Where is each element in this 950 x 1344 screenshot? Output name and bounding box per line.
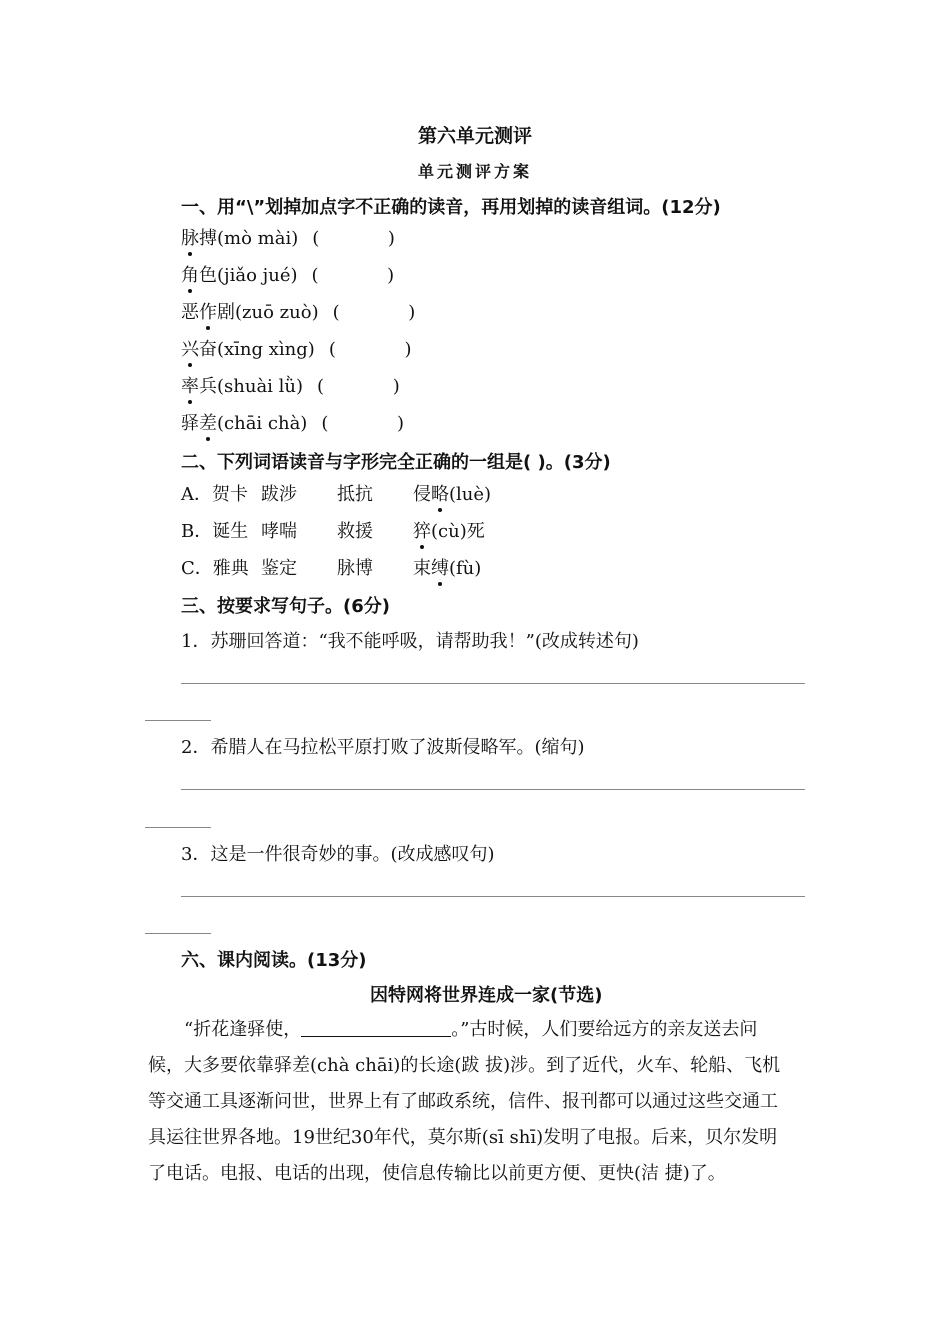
option-b: B．诞生 哮喘 救援 猝(cù)死 bbox=[181, 521, 485, 542]
answer-parentheses: ( ) bbox=[328, 339, 412, 360]
answer-parentheses: ( ) bbox=[311, 265, 395, 286]
page-title: 第六单元测评 bbox=[417, 125, 532, 147]
answer-line-end[interactable] bbox=[145, 933, 211, 934]
dotted-char: 率 bbox=[181, 376, 199, 397]
dotted-char: 兴 bbox=[181, 339, 199, 360]
option-a: A．贺卡 跋涉 抵抗 侵略(luè) bbox=[181, 484, 492, 505]
section3-heading: 三、按要求写句子。(6分) bbox=[181, 596, 390, 617]
section2-heading: 二、下列词语读音与字形完全正确的一组是( )。(3分) bbox=[181, 452, 611, 473]
dotted-char: 脉 bbox=[181, 228, 199, 249]
passage-title: 因特网将世界连成一家(节选) bbox=[370, 985, 603, 1006]
dotted-char: 猝 bbox=[413, 521, 431, 542]
pinyin-item-2: 角色(jiǎo jué) ( ) bbox=[181, 265, 395, 286]
answer-parentheses: ( ) bbox=[317, 376, 400, 397]
dotted-char: 差 bbox=[199, 413, 217, 434]
sentence-task-1: 1．苏珊回答道：“我不能呼吸，请帮助我！”(改成转述句) bbox=[181, 631, 639, 652]
answer-parentheses: ( ) bbox=[321, 413, 405, 434]
pinyin-item-6: 驿差(chāi chà) ( ) bbox=[181, 413, 405, 434]
answer-line-end[interactable] bbox=[145, 720, 211, 721]
passage-line-2: 候，大多要依靠驿差(chà chāi)的长途(跋 拔)涉。到了近代，火车、轮船、飞机 bbox=[148, 1055, 781, 1076]
page-subtitle: 单元测评方案 bbox=[417, 162, 532, 181]
answer-line[interactable] bbox=[181, 683, 805, 684]
answer-line[interactable] bbox=[181, 896, 805, 897]
pinyin-item-5: 率兵(shuài lǜ) ( ) bbox=[181, 376, 400, 397]
dotted-char: 略 bbox=[431, 484, 449, 505]
answer-parentheses: ( ) bbox=[332, 302, 416, 323]
pinyin-item-3: 恶作剧(zuō zuò) ( ) bbox=[181, 302, 416, 323]
section1-heading: 一、用“\”划掉加点字不正确的读音，再用划掉的读音组词。(12分) bbox=[181, 197, 721, 218]
sentence-task-2: 2．希腊人在马拉松平原打败了波斯侵略军。(缩句) bbox=[181, 737, 585, 758]
fill-blank[interactable] bbox=[301, 1018, 451, 1037]
pinyin-item-1: 脉搏(mò mài) ( ) bbox=[181, 228, 395, 249]
passage-line-5: 了电话。电报、电话的出现，使信息传输比以前更方便、更快(洁 捷)了。 bbox=[148, 1163, 726, 1184]
passage-line-3: 等交通工具逐渐问世，世界上有了邮政系统，信件、报刊都可以通过这些交通工 bbox=[148, 1091, 778, 1112]
dotted-char: 缚 bbox=[431, 558, 449, 579]
dotted-char: 作 bbox=[199, 302, 217, 323]
section6-heading: 六、课内阅读。(13分) bbox=[181, 950, 367, 971]
option-c: C．雅典 鉴定 脉博 束缚(fù) bbox=[181, 558, 482, 579]
answer-line-end[interactable] bbox=[145, 827, 211, 828]
answer-parentheses: ( ) bbox=[312, 228, 395, 249]
passage-line-4: 具运往世界各地。19世纪30年代，莫尔斯(sī shī)发明了电报。后来，贝尔发明 bbox=[148, 1127, 778, 1148]
sentence-task-3: 3．这是一件很奇妙的事。(改成感叹句) bbox=[181, 844, 495, 865]
dotted-char: 角 bbox=[181, 265, 199, 286]
pinyin-item-4: 兴奋(xīng xìng) ( ) bbox=[181, 339, 412, 360]
passage-line-1: “折花逢驿使， 。”古时候，人们要给远方的亲友送去问 bbox=[184, 1019, 758, 1040]
answer-line[interactable] bbox=[181, 789, 805, 790]
